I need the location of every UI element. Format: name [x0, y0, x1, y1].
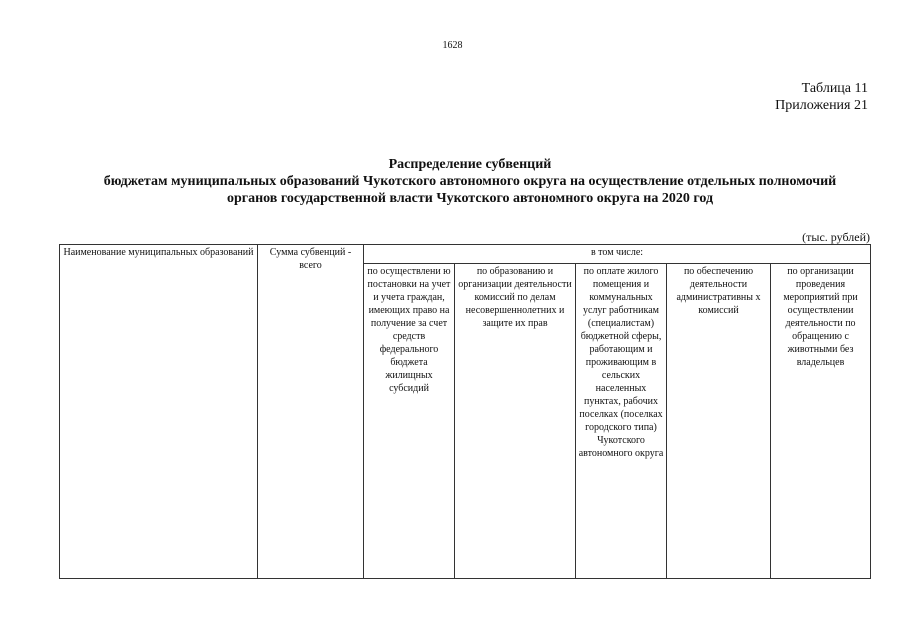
title-line-3: органов государственной власти Чукотского автономного округа на 2020 год — [226, 191, 714, 206]
header-minors-commissions: по образованию и организации деятельности комиссий по делам несовершеннолетних и защите их прав — [455, 264, 576, 579]
header-total-subvention: Сумма субвенций - всего — [258, 245, 364, 579]
title-line-2: бюджетам муниципальных образований Чукотского автономного округа на осуществление отдельных полномочий — [103, 174, 837, 189]
title-line-1: Распределение субвенций — [388, 157, 552, 172]
header-municipality-name: Наименование муниципальных образований — [60, 245, 258, 579]
document-title — [40, 156, 900, 207]
header-rural-housing-payment: по оплате жилого помещения и коммунальных услуг работникам (специалистам) бюджетной сферы, работающим и проживающим в сельских населенных пунктах, рабочих поселках (поселках городского типа) Чукотского автономного округа — [576, 264, 667, 579]
table-ref-line-1: Таблица 11 — [801, 81, 868, 96]
header-administrative-commissions: по обеспечению деятельности административны х комиссий — [667, 264, 771, 579]
table-header-row — [60, 245, 871, 264]
header-housing-subsidies: по осуществлени ю постановки на учет и учета граждан, имеющих право на получение за счет средств федерального бюджета жилищных субсидий — [364, 264, 455, 579]
table-reference — [775, 80, 868, 114]
page-number: 1628 — [442, 40, 463, 51]
header-including-group: в том числе: — [364, 245, 871, 264]
table-ref-line-2: Приложения 21 — [775, 98, 868, 113]
units-label: (тыс. рублей) — [802, 230, 870, 244]
subvention-table — [59, 244, 871, 579]
header-animals-without-owners: по организации проведения мероприятий при осуществлении деятельности по обращению с животными без владельцев — [771, 264, 871, 579]
